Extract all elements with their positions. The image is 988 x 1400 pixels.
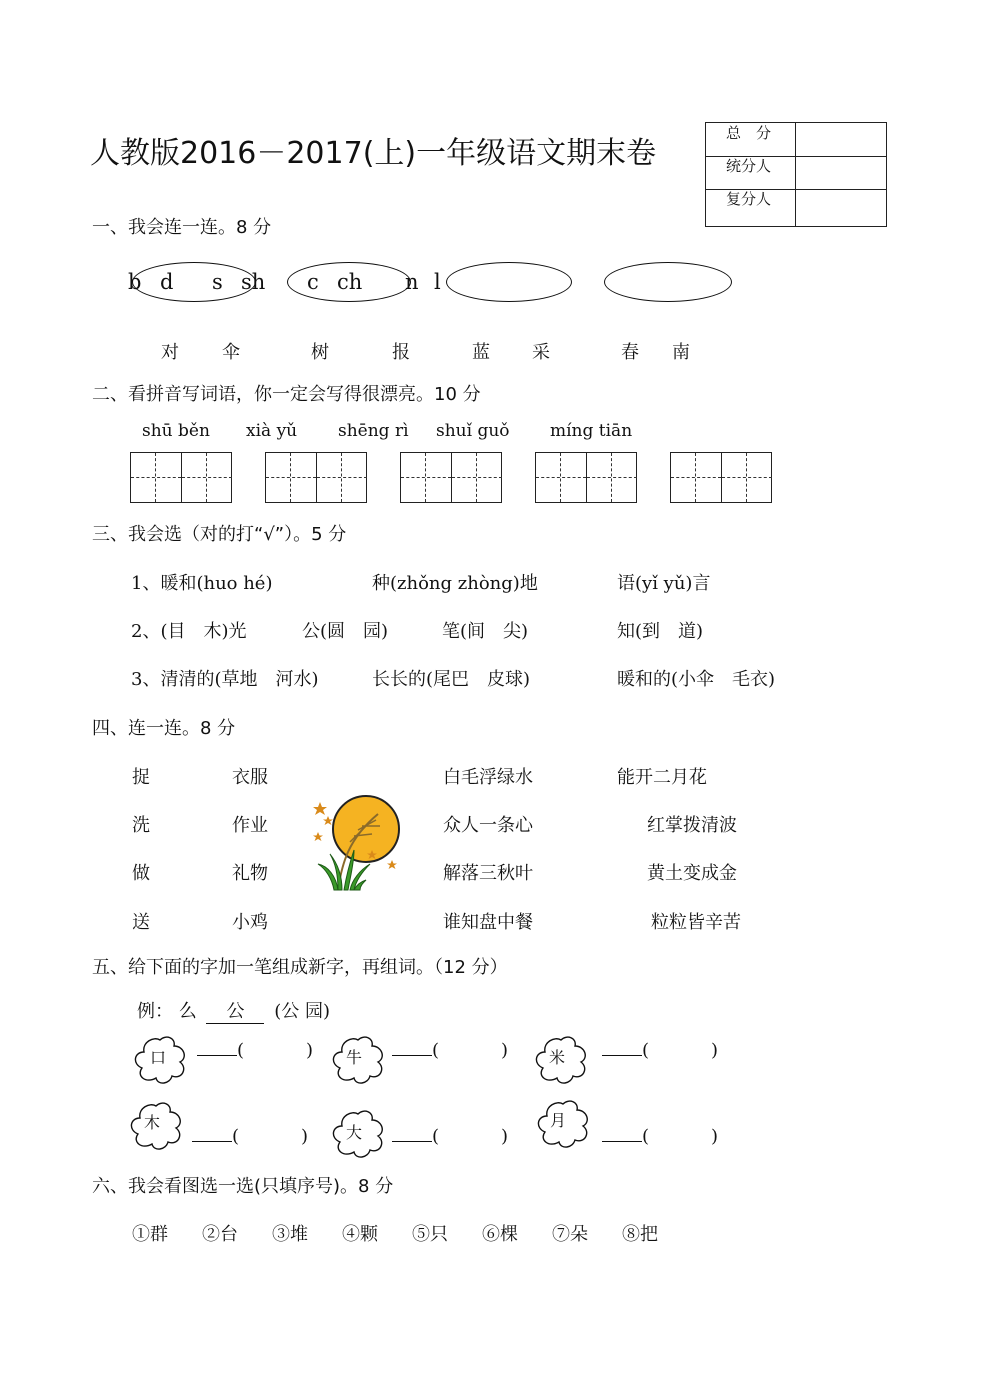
choice-item[interactable]: 暖和的(小伞 毛衣) <box>617 669 776 690</box>
answer-ellipse[interactable] <box>604 262 732 302</box>
pinyin-word: shēng rì <box>338 421 409 441</box>
score-row-review <box>706 189 886 226</box>
measure-option: ③堆 <box>272 1224 308 1245</box>
moon-grass-illustration <box>308 784 408 894</box>
poem-line[interactable]: 白毛浮绿水 <box>443 767 533 788</box>
char-item: 对 <box>161 342 179 363</box>
pinyin-initial: n <box>405 270 419 294</box>
poem-line[interactable]: 众人一条心 <box>443 815 533 836</box>
choice-item[interactable]: 种(zhǒng zhòng)地 <box>372 573 538 594</box>
writing-grid[interactable] <box>400 452 502 503</box>
char-item: 蓝 <box>472 342 490 363</box>
char-item: 报 <box>392 342 410 363</box>
flower-char: 米 <box>549 1048 566 1067</box>
pinyin-initial: ch <box>337 270 363 294</box>
poem-line[interactable]: 黄土变成金 <box>647 863 737 884</box>
answer-blank-group[interactable]: ( ) <box>602 1040 718 1061</box>
poem-line[interactable]: 红掌拨清波 <box>647 815 737 836</box>
answer-blank-group[interactable]: ( ) <box>192 1126 308 1147</box>
measure-option: ②台 <box>202 1224 238 1245</box>
pinyin-initial: d <box>160 270 174 294</box>
score-table <box>705 122 887 227</box>
choice-item[interactable]: 1、暖和(huo hé) <box>131 573 273 594</box>
pinyin-word: xià yǔ <box>246 421 298 441</box>
noun-item[interactable]: 礼物 <box>232 863 268 884</box>
writing-grid[interactable] <box>130 452 232 503</box>
score-label: 统分人 <box>706 156 796 189</box>
pinyin-word: shū běn <box>142 421 210 441</box>
pinyin-initial: c <box>307 270 319 294</box>
section-3-heading: 三、我会选（对的打“√”）。5 分 <box>92 524 347 545</box>
measure-option: ⑥棵 <box>482 1224 518 1245</box>
pinyin-initial: sh <box>241 270 266 294</box>
example-word: (公 园) <box>274 1001 330 1022</box>
example-answer: 公 <box>206 997 264 1024</box>
poem-line[interactable]: 解落三秋叶 <box>443 863 533 884</box>
pinyin-initial: l <box>434 270 441 294</box>
score-label: 总 分 <box>706 123 796 156</box>
score-row-tally <box>706 156 886 190</box>
poem-line[interactable]: 能开二月花 <box>617 767 707 788</box>
flower-char: 大 <box>346 1123 363 1142</box>
flower-char: 月 <box>550 1111 567 1130</box>
flower-char: 口 <box>150 1048 167 1067</box>
section-5-heading: 五、给下面的字加一笔组成新字，再组词。（12 分） <box>92 957 508 978</box>
example-line <box>137 997 330 1024</box>
measure-option: ④颗 <box>342 1224 378 1245</box>
pinyin-initial: s <box>212 270 223 294</box>
section-1-heading: 一、我会连一连。8 分 <box>92 217 272 238</box>
score-row-total <box>706 123 886 157</box>
answer-blank-group[interactable]: ( ) <box>392 1040 508 1061</box>
noun-item[interactable]: 衣服 <box>232 767 268 788</box>
verb-item[interactable]: 做 <box>132 863 150 884</box>
writing-grid[interactable] <box>670 452 772 503</box>
measure-option: ⑦朵 <box>552 1224 588 1245</box>
answer-blank-group[interactable]: ( ) <box>602 1126 718 1147</box>
choice-item[interactable]: 长长的(尾巴 皮球) <box>372 669 531 690</box>
choice-item[interactable]: 语(yǐ yǔ)言 <box>617 573 711 594</box>
writing-grid[interactable] <box>535 452 637 503</box>
measure-option: ⑧把 <box>622 1224 658 1245</box>
flower-char: 木 <box>144 1113 161 1132</box>
pinyin-initial: b <box>128 270 142 294</box>
verb-item[interactable]: 洗 <box>132 815 150 836</box>
choice-item[interactable]: 2、(目 木)光 <box>131 621 247 642</box>
answer-blank-group[interactable]: ( ) <box>197 1040 313 1061</box>
choice-item[interactable]: 笔(间 尖) <box>442 621 529 642</box>
choice-item[interactable]: 3、清清的(草地 河水) <box>131 669 319 690</box>
flower-char: 牛 <box>346 1048 363 1067</box>
noun-item[interactable]: 作业 <box>232 815 268 836</box>
pinyin-word: míng tiān <box>550 421 633 441</box>
writing-grid[interactable] <box>265 452 367 503</box>
section-2-heading: 二、看拼音写词语，你一定会写得很漂亮。10 分 <box>92 384 481 405</box>
measure-option: ⑤只 <box>412 1224 448 1245</box>
example-prefix: 例： 么 <box>137 1001 197 1022</box>
pinyin-word: shuǐ guǒ <box>436 421 510 441</box>
char-item: 采 <box>532 342 550 363</box>
answer-ellipse[interactable] <box>446 262 572 302</box>
choice-item[interactable]: 知(到 道) <box>617 621 704 642</box>
section-6-heading: 六、我会看图选一选(只填序号)。8 分 <box>92 1176 394 1197</box>
choice-item[interactable]: 公(圆 园) <box>302 621 389 642</box>
answer-blank-group[interactable]: ( ) <box>392 1126 508 1147</box>
page-title: 人教版2016－2017(上)一年级语文期末卷 <box>90 136 657 171</box>
noun-item[interactable]: 小鸡 <box>232 912 268 933</box>
char-item: 伞 <box>222 342 240 363</box>
poem-line[interactable]: 粒粒皆辛苦 <box>651 912 741 933</box>
answer-ellipse[interactable] <box>132 262 256 302</box>
score-label: 复分人 <box>706 189 796 226</box>
char-item: 春 <box>621 342 639 363</box>
measure-option: ①群 <box>132 1224 168 1245</box>
verb-item[interactable]: 捉 <box>132 767 150 788</box>
char-item: 南 <box>672 342 690 363</box>
section-4-heading: 四、连一连。8 分 <box>92 718 236 739</box>
char-item: 树 <box>311 342 329 363</box>
poem-line[interactable]: 谁知盘中餐 <box>443 912 533 933</box>
verb-item[interactable]: 送 <box>132 912 150 933</box>
